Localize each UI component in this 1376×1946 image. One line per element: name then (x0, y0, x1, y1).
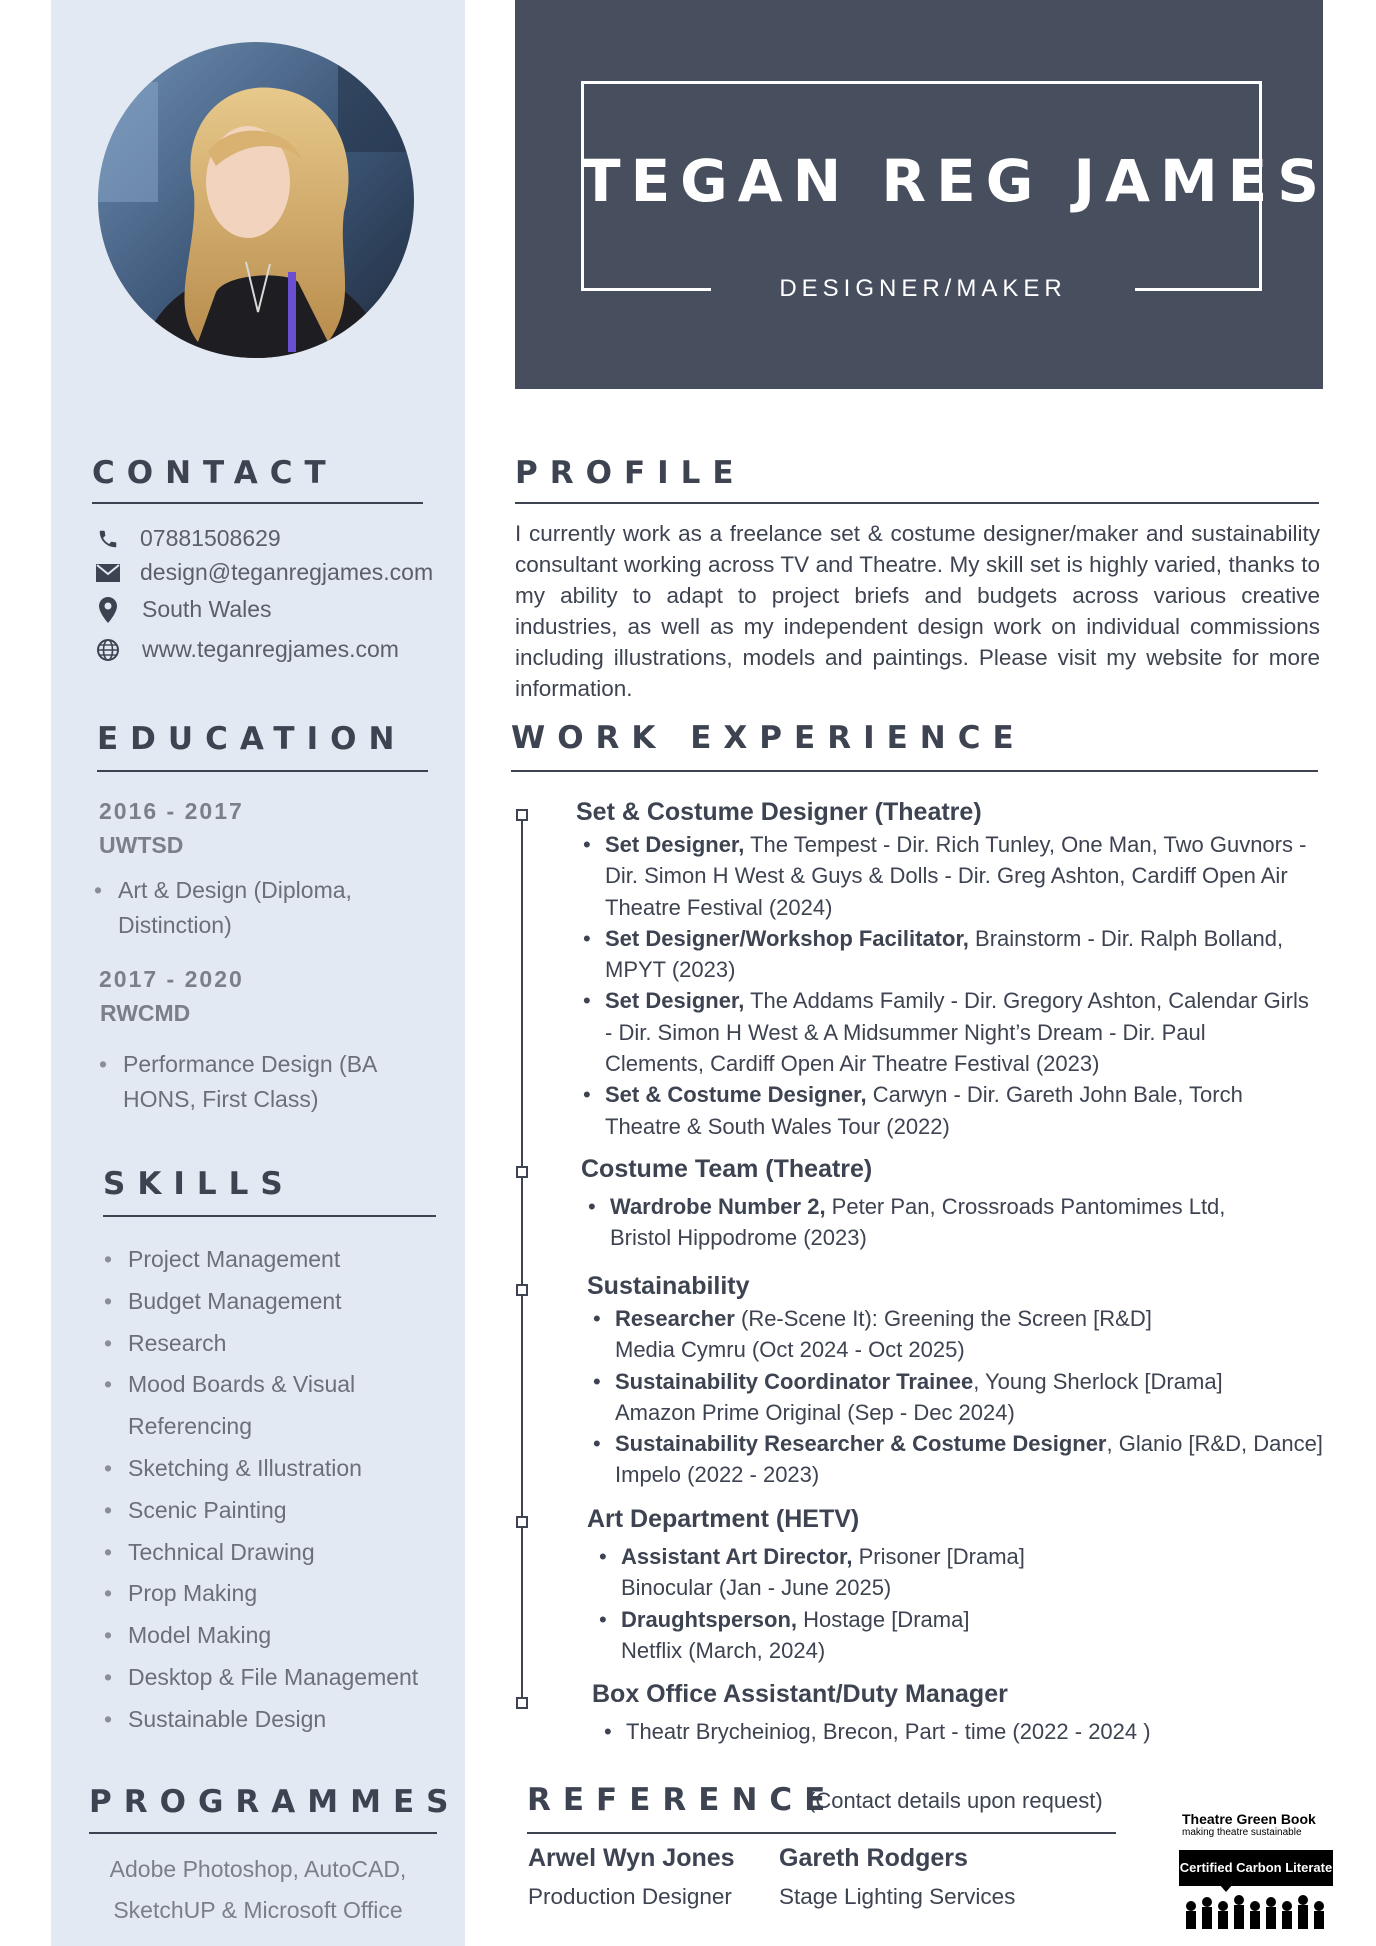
contact-website[interactable] (96, 636, 399, 663)
programmes-heading: PROGRAMMES (89, 1784, 461, 1820)
profile-text: I currently work as a freelance set & costume designer/maker and sustainability consultant working across TV and Theatre. My skill set is highly varied, thanks to my ability to adapt to project briefs and budgets across various creative industries, as well as my independent design work on individual commissions including illustrations, models and paintings. Please visit my website for more information. (515, 521, 1320, 701)
timeline-node (516, 1516, 528, 1528)
carbon-literate-label: Certified Carbon Literate (1179, 1850, 1333, 1886)
job-subtitle: DESIGNER/MAKER (779, 275, 1067, 302)
education-details (97, 1047, 377, 1117)
work-rule (511, 770, 1318, 772)
timeline-node (516, 809, 528, 821)
contact-email[interactable] (96, 559, 433, 586)
list-item: • Research (102, 1323, 418, 1365)
skills-heading: SKILLS (103, 1166, 295, 1202)
reference-name: Arwel Wyn Jones (528, 1844, 735, 1872)
list-item: • Set & Costume Designer, Carwyn - Dir. Gareth John Bale, Torch Theatre & South Wales Tour (2022) (579, 1079, 1309, 1142)
reference-role: Stage Lighting Services (779, 1884, 1016, 1909)
list-item: • Assistant Art Director, Prisoner [Drama] Binocular (Jan - June 2025) (595, 1541, 1025, 1604)
timeline-node (516, 1166, 528, 1178)
job-items (600, 1716, 1151, 1747)
list-item: • Researcher (Re-Scene It): Greening the Screen [R&D] Media Cymru (Oct 2024 - Oct 2025) (589, 1303, 1323, 1366)
skills-rule (103, 1215, 436, 1217)
reference-name: Gareth Rodgers (779, 1844, 968, 1872)
phone-text: 07881508629 (140, 525, 281, 551)
phone-icon (96, 527, 120, 551)
education-school: UWTSD (99, 832, 184, 858)
contact-heading: CONTACT (92, 455, 338, 491)
list-item: • Technical Drawing (102, 1532, 418, 1574)
job-items (595, 1541, 1025, 1666)
job-title: Sustainability (587, 1272, 750, 1300)
list-item: • Project Management (102, 1239, 418, 1281)
education-school: RWCMD (100, 1000, 191, 1026)
job-items (584, 1191, 1225, 1254)
location-text: South Wales (142, 596, 272, 622)
education-details (92, 873, 352, 943)
list-item: • Desktop & File Management (102, 1657, 418, 1699)
green-book-title: Theatre Green Book (1182, 1811, 1316, 1827)
education-rule (97, 770, 428, 772)
list-item: • Set Designer, The Tempest - Dir. Rich Tunley, One Man, Two Guvnors - Dir. Simon H West & Guys & Dolls - Dir. Greg Ashton, Cardiff Open Air Theatre Festival (2024) (579, 829, 1309, 923)
list-item: • Scenic Painting (102, 1490, 418, 1532)
list-item: • Performance Design (BA HONS, First Class) (97, 1047, 377, 1117)
list-item: • Model Making (102, 1615, 418, 1657)
job-items (579, 829, 1309, 1142)
job-title: Set & Costume Designer (Theatre) (576, 798, 982, 826)
profile-heading: PROFILE (515, 455, 746, 491)
list-item: • Sustainability Researcher & Costume Designer, Glanio [R&D, Dance] Impelo (2022 - 2023) (589, 1428, 1323, 1491)
reference-heading: REFERENCE (527, 1782, 838, 1818)
people-group-icon (1179, 1884, 1333, 1930)
contact-location (96, 596, 272, 623)
email-text: design@teganregjames.com (140, 559, 434, 585)
list-item: • Sketching & Illustration (102, 1448, 418, 1490)
reference-note: (Contact details upon request) (808, 1788, 1103, 1813)
profile-rule (515, 502, 1319, 504)
education-years: 2016 - 2017 (99, 798, 244, 824)
mail-icon (96, 561, 120, 585)
job-title: Costume Team (Theatre) (581, 1155, 873, 1183)
carbon-literate-badge (1179, 1850, 1333, 1930)
timeline-line (521, 816, 523, 1704)
list-item: • Budget Management (102, 1281, 418, 1323)
contact-rule (92, 502, 423, 504)
list-item: • Art & Design (Diploma, Distinction) (92, 873, 352, 943)
education-heading: EDUCATION (97, 721, 407, 757)
skills-list (102, 1239, 418, 1741)
globe-icon (96, 638, 120, 662)
full-name: TEGAN REG JAMES (581, 147, 1330, 215)
timeline-node (516, 1697, 528, 1709)
frame-bottom-right (1135, 288, 1262, 291)
list-item: • Draughtsperson, Hostage [Drama] Netflix (March, 2024) (595, 1604, 1025, 1667)
list-item: • Theatr Brycheiniog, Brecon, Part - time (2022 - 2024 ) (600, 1716, 1151, 1747)
list-item: • Sustainable Design (102, 1699, 418, 1741)
list-item: • Mood Boards & Visual Referencing (102, 1364, 418, 1448)
reference-role: Production Designer (528, 1884, 732, 1909)
programmes-rule (89, 1832, 437, 1834)
list-item: • Wardrobe Number 2, Peter Pan, Crossroads Pantomimes Ltd, Bristol Hippodrome (2023) (584, 1191, 1225, 1254)
education-years: 2017 - 2020 (99, 966, 244, 992)
list-item: • Set Designer/Workshop Facilitator, Brainstorm - Dir. Ralph Bolland, MPYT (2023) (579, 923, 1309, 986)
profile-photo (98, 42, 414, 358)
list-item: • Prop Making (102, 1573, 418, 1615)
list-item: • Set Designer, The Addams Family - Dir. Gregory Ashton, Calendar Girls - Dir. Simon H West & A Midsummer Night’s Dream - Dir. Paul Clements, Cardiff Open Air Theatre Festival (2023) (579, 985, 1309, 1079)
job-items (589, 1303, 1323, 1491)
work-heading: WORK EXPERIENCE (511, 720, 1026, 756)
frame-bottom-left (581, 288, 711, 291)
programmes-text: Adobe Photoshop, AutoCAD, SketchUP & Microsoft Office (109, 1856, 407, 1923)
reference-rule (527, 1832, 1116, 1834)
green-book-tagline: making theatre sustainable (1182, 1827, 1302, 1838)
location-pin-icon (96, 598, 120, 622)
list-item: • Sustainability Coordinator Trainee, Young Sherlock [Drama] Amazon Prime Original (Sep - Dec 2024) (589, 1366, 1323, 1429)
timeline-node (516, 1284, 528, 1296)
website-text: www.teganregjames.com (142, 636, 399, 662)
contact-phone[interactable] (96, 525, 281, 552)
job-title: Art Department (HETV) (587, 1505, 860, 1533)
job-title: Box Office Assistant/Duty Manager (592, 1680, 1008, 1708)
